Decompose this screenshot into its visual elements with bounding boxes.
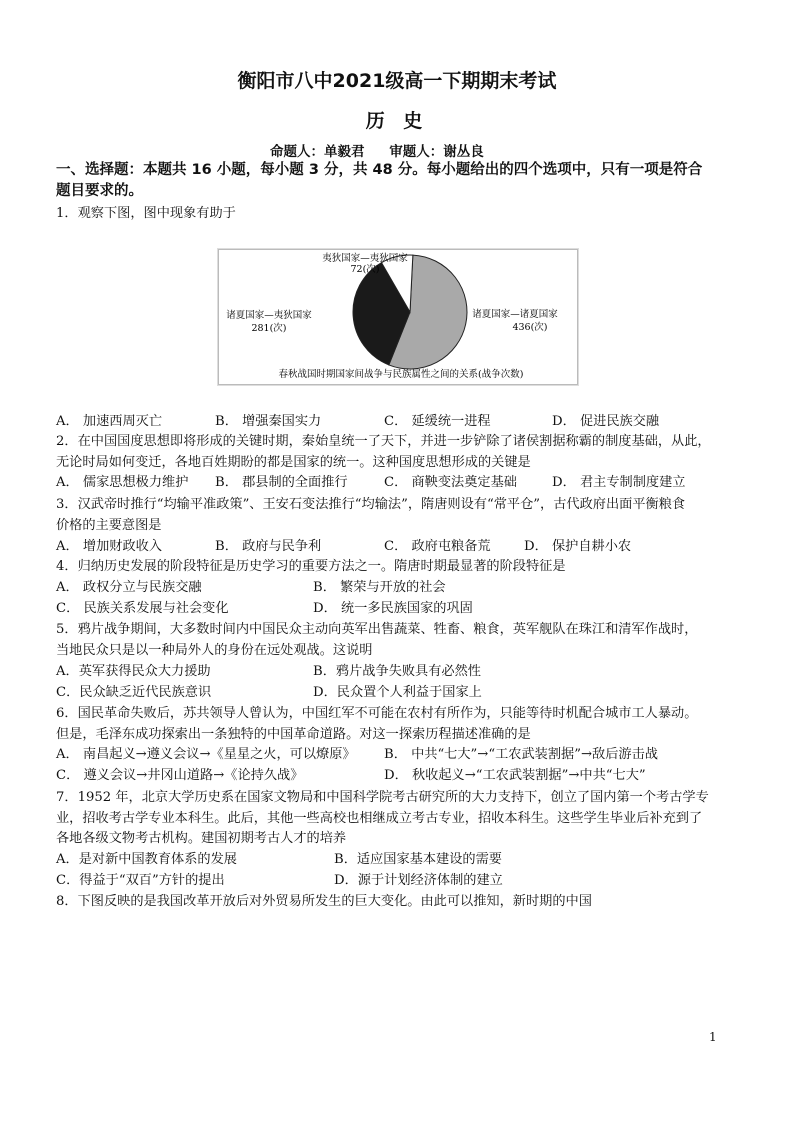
q3-line2: 价格的主要意图是	[56, 518, 162, 533]
q1-option-a: A． 加速西周灭亡	[56, 414, 163, 429]
q5-option-d: D．民众置个人利益于国家上	[313, 685, 482, 700]
section-heading-line2: 题目要求的。	[56, 183, 143, 199]
q7-line1: 7．1952 年，北京大学历史系在国家文物局和中国科学院考古研究所的大力支持下，创立了国内第一个考古学专	[56, 790, 709, 805]
q7-line2: 业，招收考古学专业本科生。此后，其他一些高校也相继成立考古专业，招收本科生。这些学生毕业后补充到了	[56, 811, 703, 826]
q3-option-c: C． 政府屯粮备荒	[384, 539, 491, 554]
q6-line2: 但是，毛泽东成功探索出一条独特的中国革命道路。对这一探索历程描述准确的是	[56, 727, 531, 742]
q7-option-b: B．适应国家基本建设的需要	[334, 852, 502, 867]
q6-option-c: C． 遵义会议→井冈山道路→《论持久战》	[56, 768, 304, 783]
value-zhuxia-zhuxia: 436(次)	[512, 322, 548, 333]
q8-line1: 8．下图反映的是我国改革开放后对外贸易所发生的巨大变化。由此可以推知，新时期的中国	[56, 894, 592, 909]
reviewer: 审题人：谢丛良	[389, 144, 484, 160]
q3-option-a: A． 增加财政收入	[56, 539, 163, 554]
q1-option-d: D． 促进民族交融	[552, 414, 660, 429]
q3-line1: 3．汉武帝时推行“均输平准政策”、王安石变法推行“均输法”，隋唐则设有“常平仓”，古代政府出面平衡粮食	[56, 497, 686, 512]
q4-option-d: D． 统一多民族国家的巩固	[313, 601, 473, 616]
q1-option-c: C． 延缓统一进程	[384, 414, 491, 429]
q7-line3: 各地各级文物考古机构。建国初期考古人才的培养	[56, 831, 347, 846]
section-heading	[56, 160, 746, 202]
q7-option-c: C．得益于“双百”方针的提出	[56, 873, 225, 888]
value-zhuxia-yidi: 281(次)	[251, 323, 287, 334]
q6-option-b: B． 中共“七大”→“工农武装割据”→敌后游击战	[384, 747, 658, 762]
q4-line1: 4．归纳历史发展的阶段特征是历史学习的重要方法之一。隋唐时期最显著的阶段特征是	[56, 559, 566, 574]
q7-option-d: D．源于计划经济体制的建立	[334, 873, 503, 888]
chart-title: 春秋战国时期国家间战争与民族属性之间的关系(战争次数)	[278, 369, 524, 380]
q5-line1: 5．鸦片战争期间，大多数时间内中国民众主动向英军出售蔬菜、牲畜、粮食，英军舰队在珠江和清军作战时，	[56, 622, 698, 637]
q4-option-b: B． 繁荣与开放的社会	[313, 580, 446, 595]
q2-option-d: D． 君主专制制度建立	[552, 475, 686, 490]
q6-line1: 6．国民革命失败后，苏共领导人曾认为，中国红军不可能在农村有所作为，只能等待时机配合城市工人暴动。	[56, 706, 698, 721]
q1-option-b: B． 增强秦国实力	[215, 414, 322, 429]
q5-line2: 当地民众只是以一种局外人的身份在远处观战。这说明	[56, 643, 373, 658]
q2-line2: 无论时局如何变迁，各地百姓期盼的都是国家的统一。这种国度思想形成的关键是	[56, 455, 531, 470]
exam-subject: 历 史	[365, 110, 429, 132]
pie-svg	[219, 250, 577, 384]
q7-option-a: A．是对新中国教育体系的发展	[56, 852, 237, 867]
setter: 命题人：单毅君	[270, 144, 365, 160]
label-zhuxia-yidi: 诸夏国家—夷狄国家	[226, 310, 312, 321]
q2-option-c: C． 商鞅变法奠定基础	[384, 475, 517, 490]
q3-option-b: B． 政府与民争利	[215, 539, 322, 554]
section-heading-line1: 一、选择题：本题共 16 小题，每小题 3 分，共 48 分。每小题给出的四个选项中，只有一项是符合	[56, 162, 703, 178]
q6-option-a: A． 南昌起义→遵义会议→《星星之火，可以燎原》	[56, 747, 356, 762]
q4-option-a: A． 政权分立与民族交融	[56, 580, 202, 595]
q5-option-c: C．民众缺乏近代民族意识	[56, 685, 212, 700]
label-zhuxia-zhuxia: 诸夏国家—诸夏国家	[472, 309, 558, 320]
q6-option-d: D． 秋收起义→“工农武装割据”→中共“七大”	[384, 768, 646, 783]
q2-line1: 2．在中国国度思想即将形成的关键时期，秦始皇统一了天下，并进一步铲除了诸侯割据称霸的制度基础，从此，	[56, 434, 711, 449]
q3-option-d: D． 保护自耕小农	[524, 539, 632, 554]
war-pie-chart	[218, 249, 578, 385]
value-yidi-yidi: 72(次)	[350, 264, 380, 275]
page-number: 1	[709, 1030, 717, 1044]
exam-title: 衡阳市八中2021级高一下期期末考试	[237, 70, 557, 92]
q5-option-a: A．英军获得民众大力援助	[56, 664, 211, 679]
exam-authors	[270, 140, 504, 160]
label-yidi-yidi: 夷狄国家—夷狄国家	[322, 253, 408, 264]
q5-option-b: B．鸦片战争失败具有必然性	[313, 664, 481, 679]
q2-option-b: B． 郡县制的全面推行	[215, 475, 348, 490]
q1-stem: 1．观察下图，图中现象有助于	[56, 206, 236, 221]
q4-option-c: C． 民族关系发展与社会变化	[56, 601, 229, 616]
q2-option-a: A． 儒家思想极力维护	[56, 475, 189, 490]
